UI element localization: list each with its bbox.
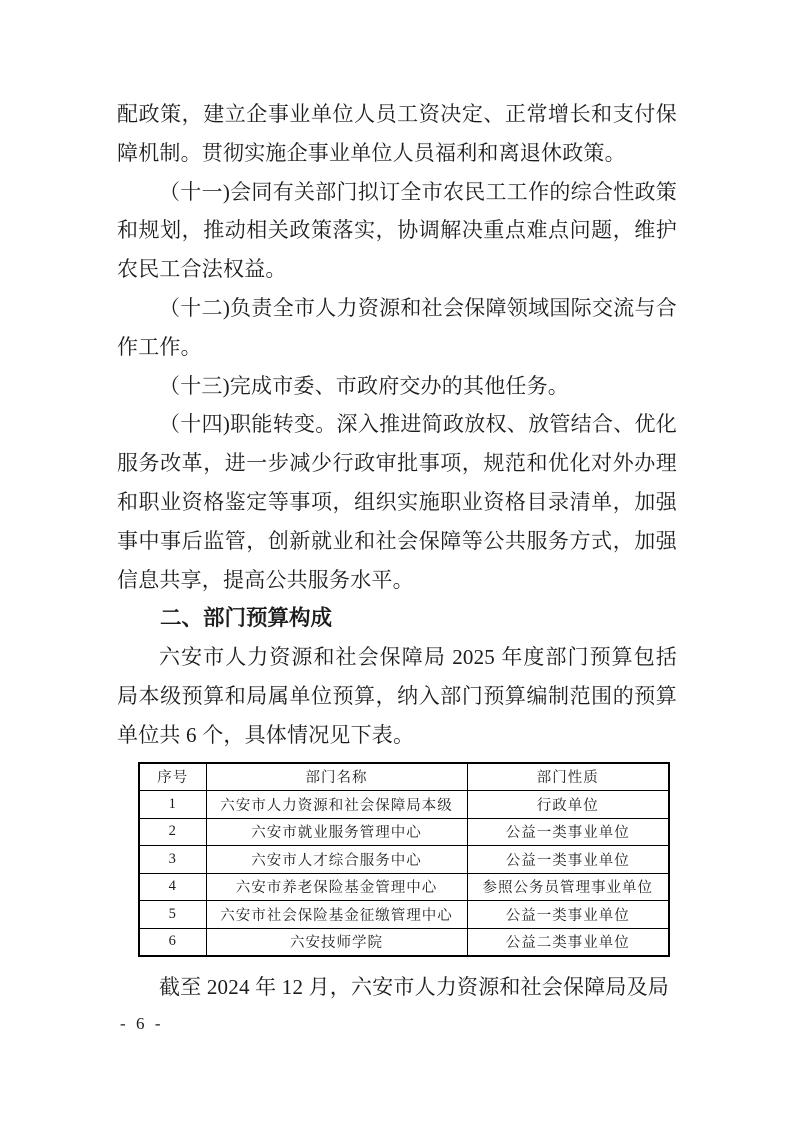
body-paragraph: （十一)会同有关部门拟订全市农民工工作的综合性政策和规划，推动相关政策落实，协调解决重点难点问题，维护农民工合法权益。 bbox=[117, 179, 677, 282]
closing-paragraph: 截至 2024 年 12 月，六安市人力资源和社会保障局及局 bbox=[159, 975, 669, 1000]
cell-name: 六安技师学院 bbox=[206, 928, 467, 956]
cell-index: 6 bbox=[139, 928, 206, 956]
pre-table-paragraph: 六安市人力资源和社会保障局 2025 年度部门预算包括局本级预算和局属单位预算，纳入部门预算编制范围的预算单位共 6 个，具体情况见下表。 bbox=[117, 645, 677, 747]
table-row bbox=[139, 928, 669, 956]
cell-type: 参照公务员管理事业单位 bbox=[467, 873, 669, 901]
cell-index: 1 bbox=[139, 791, 206, 819]
column-header-index: 序号 bbox=[139, 763, 206, 791]
body-paragraph: （十三)完成市委、市政府交办的其他任务。 bbox=[159, 373, 569, 398]
cell-index: 2 bbox=[139, 818, 206, 846]
cell-index: 5 bbox=[139, 901, 206, 929]
body-paragraph: （十四)职能转变。深入推进简政放权、放管结合、优化服务改革，进一步减少行政审批事项，规范和优化对外办理和职业资格鉴定等事项，组织实施职业资格目录清单，加强事中事后监管，创新就业和社会保障等公共服务方式，加强信息共享，提高公共服务水平。 bbox=[117, 412, 677, 592]
body-paragraph: 配政策，建立企事业单位人员工资决定、正常增长和支付保障机制。贯彻实施企事业单位人员福利和离退休政策。 bbox=[117, 102, 677, 165]
table-row bbox=[139, 873, 669, 901]
cell-index: 3 bbox=[139, 846, 206, 874]
cell-type: 行政单位 bbox=[467, 791, 669, 819]
column-header-type: 部门性质 bbox=[467, 763, 669, 791]
cell-type: 公益一类事业单位 bbox=[467, 901, 669, 929]
cell-index: 4 bbox=[139, 873, 206, 901]
section-heading: 二、部门预算构成 bbox=[160, 606, 333, 631]
body-paragraph: （十二)负责全市人力资源和社会保障领域国际交流与合作工作。 bbox=[117, 295, 677, 359]
table-row bbox=[139, 901, 669, 929]
page-content bbox=[117, 95, 677, 1007]
budget-units-table bbox=[138, 762, 670, 958]
page-number: - 6 - bbox=[120, 1014, 164, 1033]
cell-name: 六安市人才综合服务中心 bbox=[206, 846, 467, 874]
table-row bbox=[139, 846, 669, 874]
cell-name: 六安市就业服务管理中心 bbox=[206, 818, 467, 846]
cell-type: 公益一类事业单位 bbox=[467, 818, 669, 846]
cell-name: 六安市人力资源和社会保障局本级 bbox=[206, 791, 467, 819]
table-row bbox=[139, 818, 669, 846]
column-header-name: 部门名称 bbox=[206, 763, 467, 791]
cell-type: 公益二类事业单位 bbox=[467, 928, 669, 956]
cell-name: 六安市养老保险基金管理中心 bbox=[206, 873, 467, 901]
cell-type: 公益一类事业单位 bbox=[467, 846, 669, 874]
table-header-row bbox=[139, 763, 669, 791]
cell-name: 六安市社会保险基金征缴管理中心 bbox=[206, 901, 467, 929]
table-row bbox=[139, 791, 669, 819]
